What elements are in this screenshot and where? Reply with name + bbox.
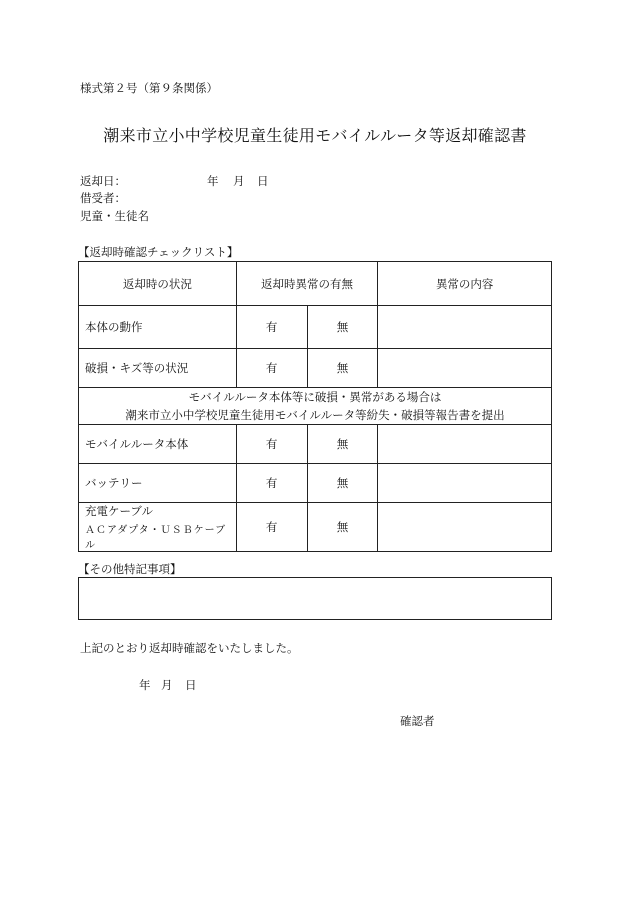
table-row xyxy=(79,425,552,464)
row-item-label: 本体の動作 xyxy=(79,306,237,349)
form-number: 様式第２号（第９条関係） xyxy=(80,81,218,95)
table-row xyxy=(79,464,552,503)
return-date-year: 年 xyxy=(207,174,219,188)
return-date-day: 日 xyxy=(257,174,269,188)
header-status: 返却時の状況 xyxy=(79,262,237,306)
yes-cell[interactable]: 有 xyxy=(236,349,307,388)
row-item-label: バッテリー xyxy=(79,464,237,503)
return-date-month: 月 xyxy=(233,174,245,188)
borrower-label: 借受者： xyxy=(80,191,126,205)
yes-cell[interactable]: 有 xyxy=(236,425,307,464)
note-row xyxy=(79,388,552,425)
sign-date-year: 年 xyxy=(139,678,151,692)
detail-cell[interactable] xyxy=(378,503,552,552)
table-row xyxy=(79,349,552,388)
no-cell[interactable]: 無 xyxy=(307,464,378,503)
note-line-2: 潮来市立小中学校児童生徒用モバイルルータ等紛失・破損等報告書を提出 xyxy=(125,408,505,422)
detail-cell[interactable] xyxy=(378,349,552,388)
table-row xyxy=(79,306,552,349)
return-date-label: 返却日： xyxy=(80,174,126,188)
table-row xyxy=(79,503,552,552)
page-title: 潮来市立小中学校児童生徒用モバイルルータ等返却確認書 xyxy=(103,126,527,145)
row-item-label: モバイルルータ本体 xyxy=(79,425,237,464)
header-detail: 異常の内容 xyxy=(378,262,552,306)
return-date-field xyxy=(80,173,126,189)
no-cell[interactable]: 無 xyxy=(307,503,378,552)
row-item-sub: ＡＣアダプタ・ＵＳＢケーブル xyxy=(85,525,227,551)
yes-cell[interactable]: 有 xyxy=(236,306,307,349)
checklist-section-label: 【返却時確認チェックリスト】 xyxy=(78,245,239,259)
confirmer-label: 確認者 xyxy=(400,714,435,728)
note-cell xyxy=(79,388,552,425)
detail-cell[interactable] xyxy=(378,464,552,503)
student-name-label: 児童・生徒名 xyxy=(80,209,149,223)
yes-cell[interactable]: 有 xyxy=(236,464,307,503)
no-cell[interactable]: 無 xyxy=(307,349,378,388)
no-cell[interactable]: 無 xyxy=(307,425,378,464)
sign-date-month: 月 xyxy=(161,678,173,692)
detail-cell[interactable] xyxy=(378,425,552,464)
other-notes-box[interactable] xyxy=(78,577,552,620)
note-line-1: モバイルルータ本体等に破損・異常がある場合は xyxy=(188,390,442,404)
no-cell[interactable]: 無 xyxy=(307,306,378,349)
row-item-label xyxy=(79,503,237,552)
row-item-main: 充電ケーブル xyxy=(85,504,153,518)
other-notes-label: 【その他特記事項】 xyxy=(78,562,182,576)
sign-date-day: 日 xyxy=(185,678,197,692)
header-presence: 返却時異常の有無 xyxy=(236,262,378,306)
yes-cell[interactable]: 有 xyxy=(236,503,307,552)
table-header-row xyxy=(79,262,552,306)
return-checklist-table xyxy=(78,261,552,552)
detail-cell[interactable] xyxy=(378,306,552,349)
row-item-label: 破損・キズ等の状況 xyxy=(79,349,237,388)
confirmation-statement: 上記のとおり返却時確認をいたしました。 xyxy=(80,641,299,655)
